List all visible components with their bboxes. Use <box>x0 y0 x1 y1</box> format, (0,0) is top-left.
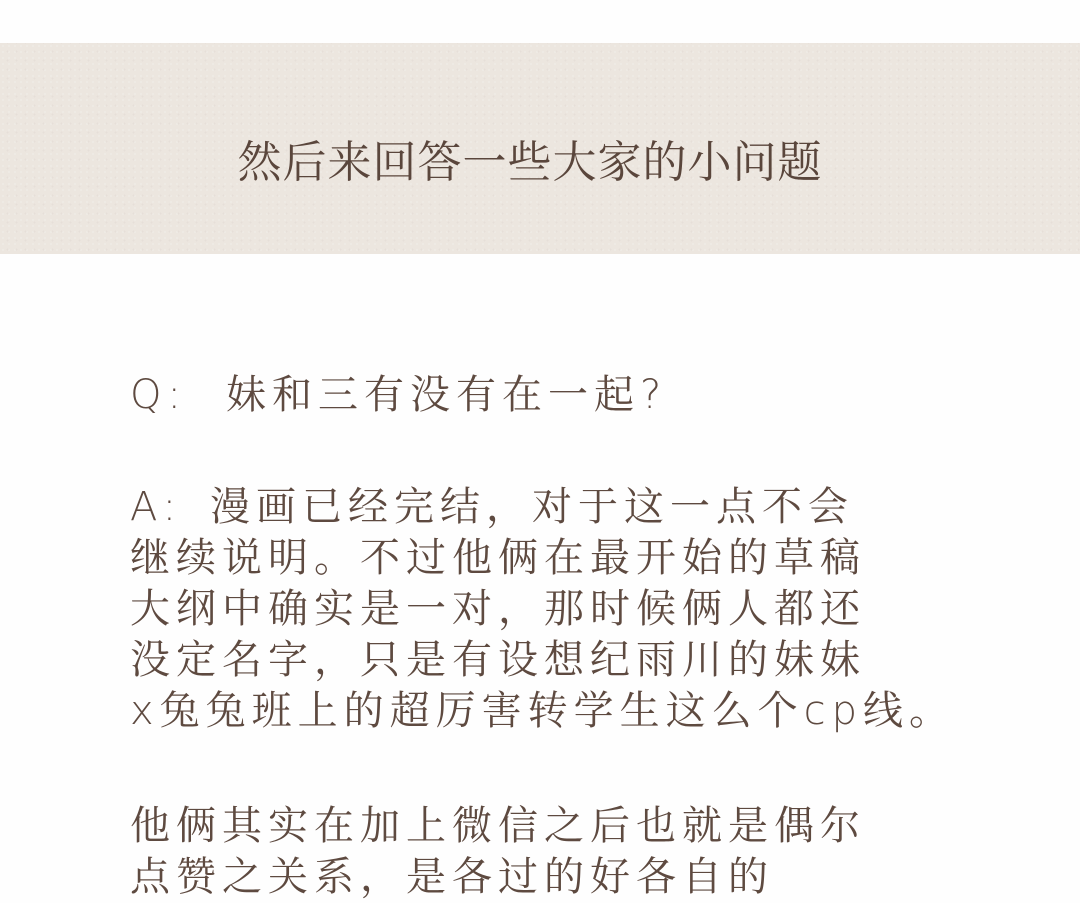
question-line <box>130 370 1010 421</box>
qa-text <box>130 370 1010 903</box>
answer-line-5: x兔兔班上的超厉害转学生这么个cp线。 <box>130 688 956 734</box>
answer-text: 漫画已经完结，对于这一点不会 <box>210 484 854 530</box>
question-text: 妹和三有没有在一起? <box>226 372 668 418</box>
section-banner <box>0 43 1080 254</box>
answer-line-3: 大纲中确实是一对，那时候俩人都还 <box>130 586 866 632</box>
continuation-line-1: 他俩其实在加上微信之后也就是偶尔 <box>130 803 866 849</box>
answer-line-4: 没定名字，只是有设想纪雨川的妹妹 <box>130 637 866 683</box>
spacer <box>130 421 1010 482</box>
continuation-line-2: 点赞之关系，是各过的好各自的 <box>130 854 774 900</box>
answer-line-2: 继续说明。不过他俩在最开始的草稿 <box>130 535 866 581</box>
banner-title: 然后来回答一些大家的小问题 <box>237 137 823 188</box>
answer-prefix: A: <box>130 484 183 530</box>
spacer <box>130 737 1010 801</box>
answer-line-1 <box>130 482 1010 533</box>
question-prefix: Q: <box>130 372 187 418</box>
